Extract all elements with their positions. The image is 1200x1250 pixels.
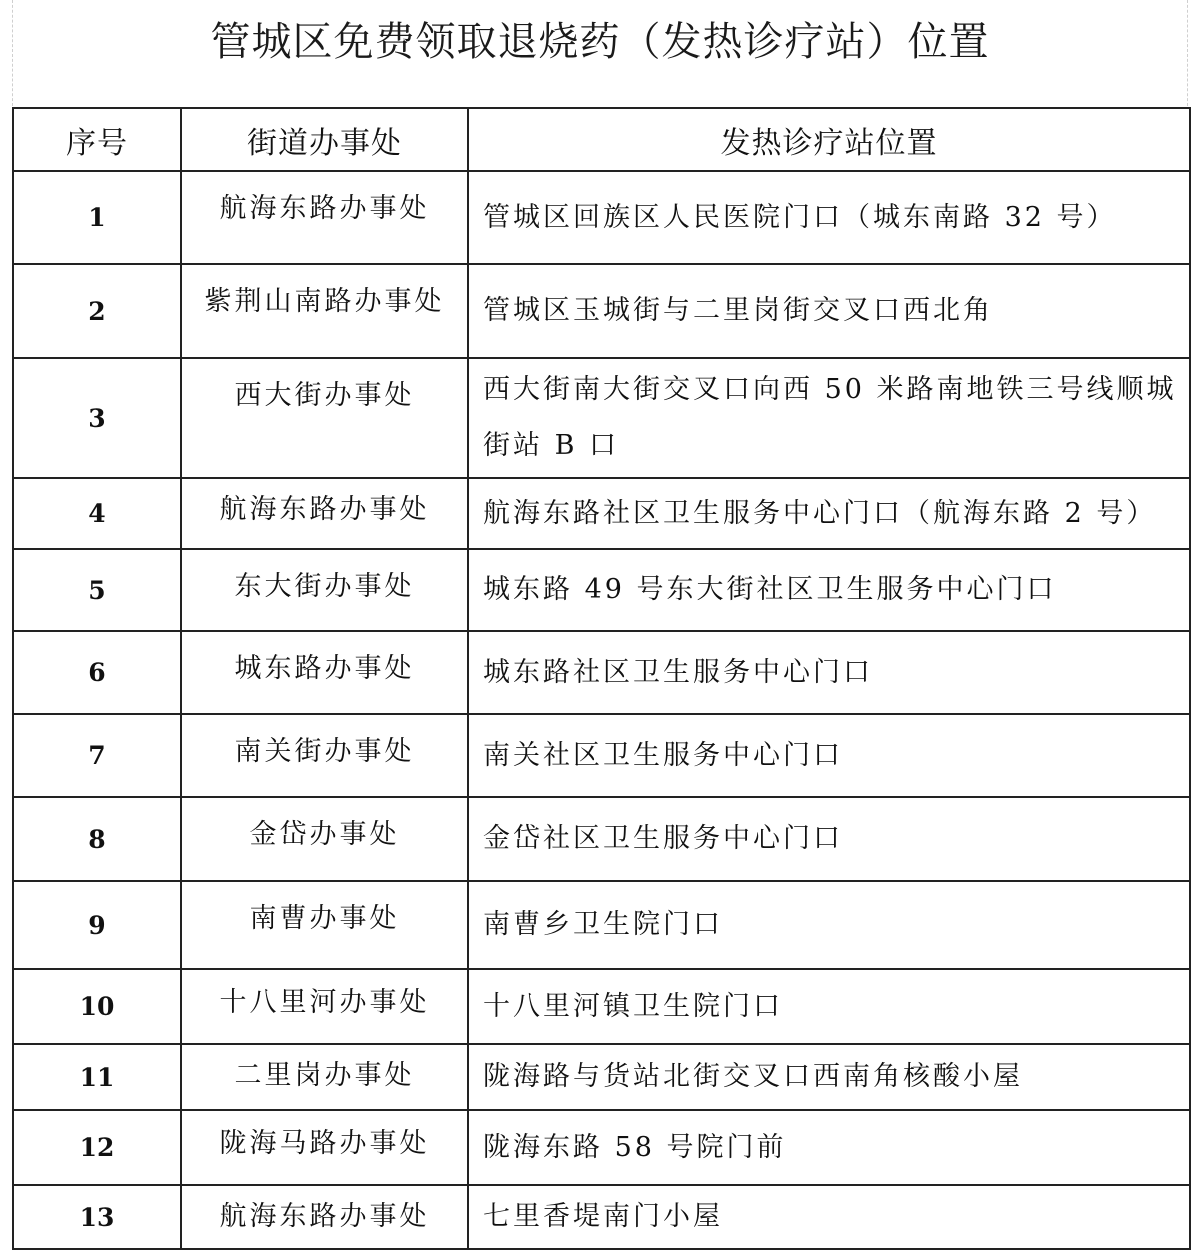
- row-number: 4: [13, 478, 181, 549]
- row-number: 5: [13, 549, 181, 631]
- title-box: [12, 0, 1188, 106]
- row-location: 南关社区卫生服务中心门口: [468, 714, 1190, 797]
- row-location: 七里香堤南门小屋: [468, 1185, 1190, 1249]
- row-number: 2: [13, 264, 181, 358]
- row-location: 十八里河镇卫生院门口: [468, 969, 1190, 1044]
- row-number: 8: [13, 797, 181, 881]
- row-number: 12: [13, 1110, 181, 1185]
- row-location: 管城区玉城街与二里岗街交叉口西北角: [468, 264, 1190, 358]
- header-office: 街道办事处: [181, 108, 468, 171]
- row-location: 陇海路与货站北街交叉口西南角核酸小屋: [468, 1044, 1190, 1110]
- page-title: 管城区免费领取退烧药（发热诊疗站）位置: [210, 19, 990, 65]
- row-location: 陇海东路 58 号院门前: [468, 1110, 1190, 1185]
- header-location: 发热诊疗站位置: [468, 108, 1190, 171]
- row-location: 金岱社区卫生服务中心门口: [468, 797, 1190, 881]
- row-location: 西大街南大街交叉口向西 50 米路南地铁三号线顺城街站 B 口: [468, 358, 1190, 478]
- row-office: 南关街办事处: [181, 714, 468, 797]
- row-office: 南曹办事处: [181, 881, 468, 969]
- row-location: 南曹乡卫生院门口: [468, 881, 1190, 969]
- row-location: 城东路 49 号东大街社区卫生服务中心门口: [468, 549, 1190, 631]
- table-header-row: [13, 108, 1190, 171]
- row-location: 管城区回族区人民医院门口（城东南路 32 号）: [468, 171, 1190, 264]
- row-office: 航海东路办事处: [181, 478, 468, 549]
- row-office: 航海东路办事处: [181, 1185, 468, 1249]
- row-office: 二里岗办事处: [181, 1044, 468, 1110]
- row-office: 城东路办事处: [181, 631, 468, 714]
- row-number: 13: [13, 1185, 181, 1249]
- table-row: [13, 549, 1190, 631]
- row-number: 6: [13, 631, 181, 714]
- table-row: [13, 714, 1190, 797]
- table-row: [13, 969, 1190, 1044]
- table-row: [13, 264, 1190, 358]
- row-number: 1: [13, 171, 181, 264]
- table-row: [13, 358, 1190, 478]
- row-office: 航海东路办事处: [181, 171, 468, 264]
- row-office: 东大街办事处: [181, 549, 468, 631]
- header-number: 序号: [13, 108, 181, 171]
- row-office: 紫荆山南路办事处: [181, 264, 468, 358]
- row-office: 十八里河办事处: [181, 969, 468, 1044]
- table-row: [13, 478, 1190, 549]
- row-office: 金岱办事处: [181, 797, 468, 881]
- row-number: 11: [13, 1044, 181, 1110]
- fever-station-table: [12, 107, 1191, 1250]
- row-number: 9: [13, 881, 181, 969]
- table-row: [13, 881, 1190, 969]
- row-number: 10: [13, 969, 181, 1044]
- row-number: 3: [13, 358, 181, 478]
- row-office: 西大街办事处: [181, 358, 468, 478]
- table-row: [13, 1185, 1190, 1249]
- table-row: [13, 1110, 1190, 1185]
- row-office: 陇海马路办事处: [181, 1110, 468, 1185]
- table-row: [13, 631, 1190, 714]
- table-row: [13, 1044, 1190, 1110]
- row-number: 7: [13, 714, 181, 797]
- row-location: 航海东路社区卫生服务中心门口（航海东路 2 号）: [468, 478, 1190, 549]
- table-row: [13, 171, 1190, 264]
- row-location: 城东路社区卫生服务中心门口: [468, 631, 1190, 714]
- table-row: [13, 797, 1190, 881]
